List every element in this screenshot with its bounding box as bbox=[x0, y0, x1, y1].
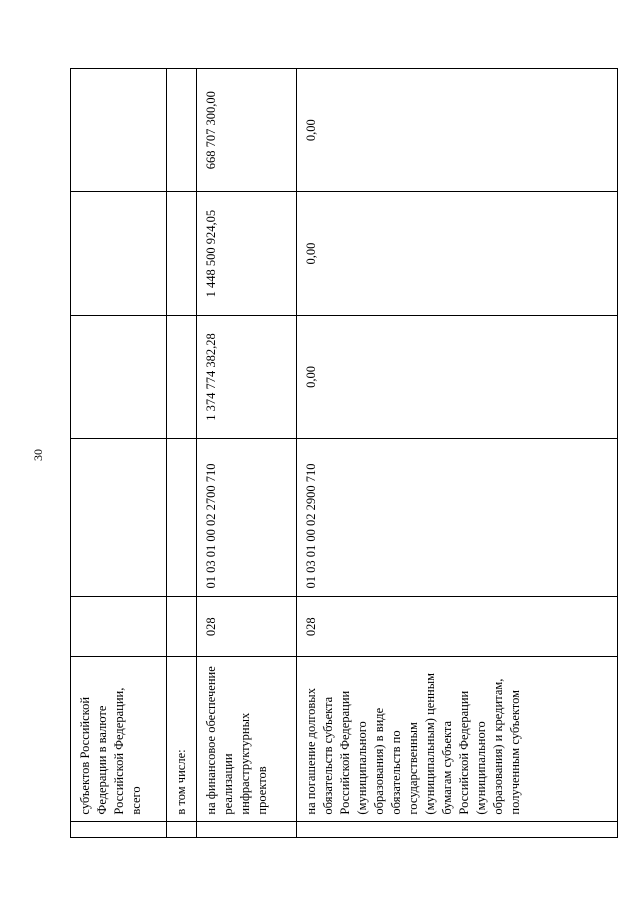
budget-table bbox=[70, 68, 618, 838]
value-2024 bbox=[71, 192, 167, 315]
row-index-cell bbox=[297, 821, 618, 837]
admin-code bbox=[71, 597, 167, 657]
budget-code: 01 03 01 00 02 2700 710 bbox=[197, 439, 297, 597]
row-name: в том числе: bbox=[167, 657, 197, 821]
value-2024: 1 448 500 924,05 bbox=[197, 192, 297, 315]
admin-code: 028 bbox=[297, 597, 618, 657]
value-2025 bbox=[71, 69, 167, 192]
row-name: на погашение долговых обязательств субъекта Российской Федерации (муниципального образования) в виде обязательств по государственным (муниципальным) ценным бумагам субъекта Российской Федерации (муниципального образования) и кредитам, полученным субъектом bbox=[297, 657, 618, 821]
value-2025: 668 707 300,00 bbox=[197, 69, 297, 192]
budget-code: 01 03 01 00 02 2900 710 bbox=[297, 439, 618, 597]
value-2023: 1 374 774 382,28 bbox=[197, 315, 297, 438]
value-2023 bbox=[71, 315, 167, 438]
row-name: субъектов Российской Федерации в валюте Российской Федерации, всего bbox=[71, 657, 167, 821]
page-number: 30 bbox=[30, 449, 45, 461]
value-2024 bbox=[167, 192, 197, 315]
row-index-cell bbox=[167, 821, 197, 837]
row-name: на финансовое обеспечение реализации инфраструктурных проектов bbox=[197, 657, 297, 821]
admin-code bbox=[167, 597, 197, 657]
budget-code bbox=[71, 439, 167, 597]
budget-code bbox=[167, 439, 197, 597]
value-2024: 0,00 bbox=[297, 192, 618, 315]
value-2023: 0,00 bbox=[297, 315, 618, 438]
table-row bbox=[197, 69, 297, 838]
value-2023 bbox=[167, 315, 197, 438]
table-row bbox=[167, 69, 197, 838]
table-row bbox=[71, 69, 167, 838]
value-2025 bbox=[167, 69, 197, 192]
row-index-cell bbox=[71, 821, 167, 837]
row-index-cell bbox=[197, 821, 297, 837]
value-2025: 0,00 bbox=[297, 69, 618, 192]
admin-code: 028 bbox=[197, 597, 297, 657]
table-row bbox=[297, 69, 618, 838]
